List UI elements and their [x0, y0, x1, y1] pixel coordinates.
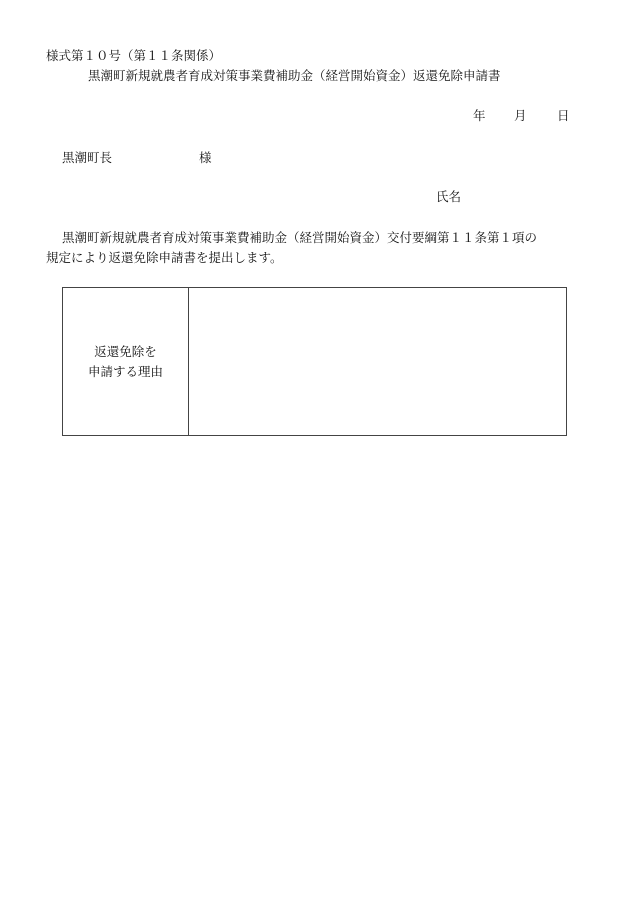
form-number: 様式第１０号（第１１条関係） [46, 48, 222, 63]
date-month-label: 月 [514, 108, 527, 123]
applicant-name-label: 氏名 [436, 189, 462, 204]
addressee-name: 黒潮町長 [62, 150, 113, 165]
reason-table-row [63, 288, 567, 436]
document-title: 黒潮町新規就農者育成対策事業費補助金（経営開始資金）返還免除申請書 [88, 68, 501, 83]
addressee-honorific: 様 [199, 150, 212, 165]
date-day-label: 日 [557, 108, 570, 123]
reason-table [62, 287, 567, 436]
body-text-line-2: 規定により返還免除申請書を提出します。 [46, 250, 283, 265]
reason-input-field[interactable] [189, 288, 567, 436]
reason-label-cell [63, 288, 189, 436]
date-year-label: 年 [473, 108, 486, 123]
reason-label-line-1: 返還免除を [94, 343, 157, 359]
reason-label-line-2: 申請する理由 [87, 363, 163, 379]
body-text-line-1: 黒潮町新規就農者育成対策事業費補助金（経営開始資金）交付要綱第１１条第１項の [62, 230, 538, 245]
